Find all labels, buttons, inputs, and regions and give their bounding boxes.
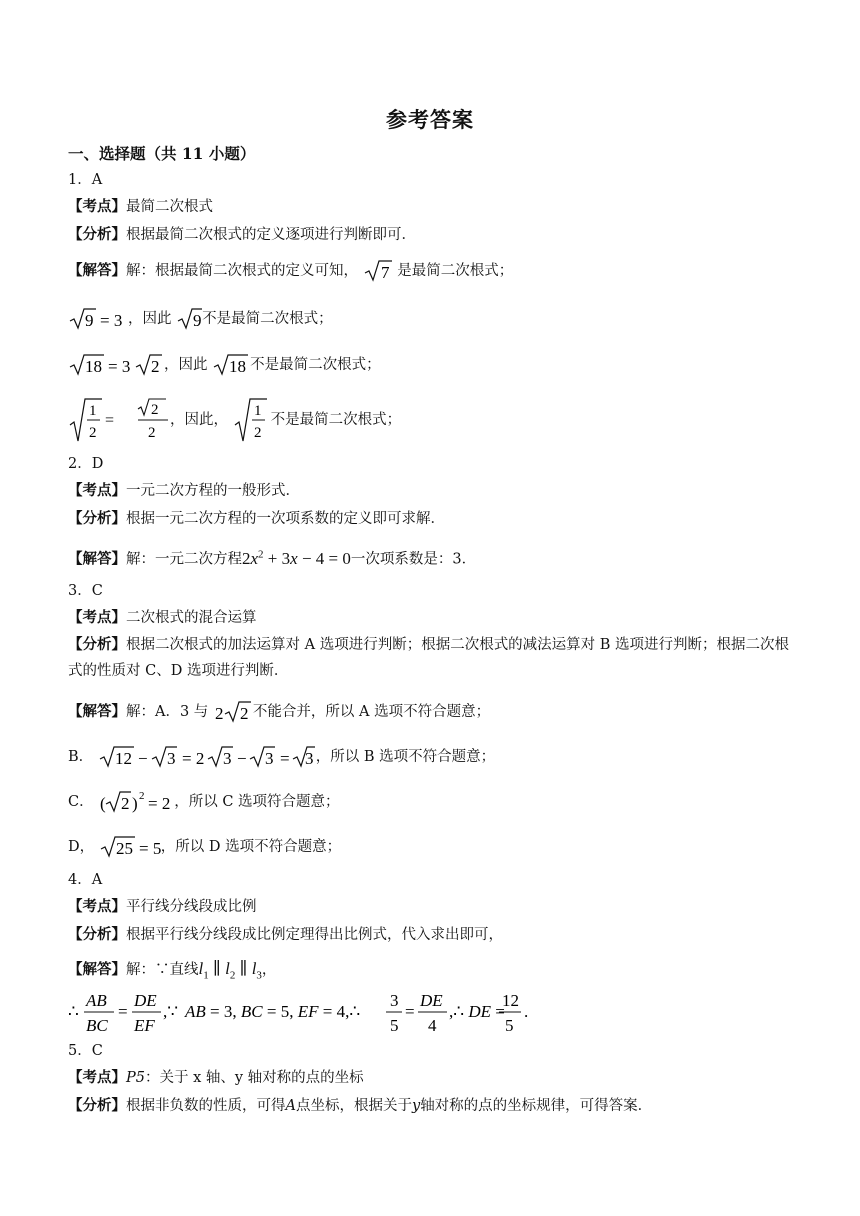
q1-line3-tail: 不是最简二次根式； xyxy=(250,357,381,373)
q3-jieda-pre: 解：A．3 与 xyxy=(126,704,209,720)
kaodian-tag: 【考点】 xyxy=(68,609,126,626)
q4-ratio-line xyxy=(68,988,528,1036)
q5-kaodian xyxy=(68,1068,364,1088)
q5-kaodian-text: ：关于 x 轴、y 轴对称的点的坐标 xyxy=(144,1070,364,1086)
q3-jieda-post: 不能合并，所以 A 选项不符合题意； xyxy=(252,704,491,720)
q1-line2-mid: ，因此 xyxy=(128,311,172,327)
q3-jieda xyxy=(68,699,490,725)
svg-text:∴: ∴ xyxy=(68,1002,79,1021)
svg-text:=: = xyxy=(405,1002,415,1021)
svg-text:3: 3 xyxy=(264,749,274,768)
fenxi-tag: 【分析】 xyxy=(68,226,126,243)
fenxi-tag: 【分析】 xyxy=(68,1097,126,1114)
q5-fenxi-c: 点坐标，根据关于 xyxy=(295,1098,412,1114)
q1-fenxi xyxy=(68,225,416,245)
svg-text:EF: EF xyxy=(134,1016,155,1035)
q3-kaodian-text: 二次根式的混合运算 xyxy=(126,610,257,626)
q2-jieda-pre: 解：一元二次方程 xyxy=(126,551,242,568)
svg-text:2: 2 xyxy=(239,704,249,723)
q5-fenxi xyxy=(68,1096,652,1116)
svg-text:2: 2 xyxy=(89,425,97,441)
sqrt-half-formula xyxy=(233,397,271,443)
svg-text:9: 9 xyxy=(193,311,202,330)
q4-kaodian xyxy=(68,897,257,917)
svg-text:= 5: = 5 xyxy=(138,839,161,858)
q2-jieda-post: 一次项系数是：3． xyxy=(350,551,477,568)
q5-fenxi-e: 轴对称的点的坐标规律，可得答案． xyxy=(420,1098,653,1114)
svg-text:,∵: ,∵ xyxy=(163,1002,179,1021)
svg-text:= 2: = 2 xyxy=(148,794,171,813)
svg-text:9: 9 xyxy=(85,311,94,330)
svg-text:3: 3 xyxy=(390,991,399,1010)
svg-text:25: 25 xyxy=(115,839,133,858)
q2-fenxi-text: 根据一元二次方程的一次项系数的定义即可求解． xyxy=(126,511,445,527)
option-b-tail: ，所以 B 选项不符合题意； xyxy=(315,749,496,765)
svg-text:3: 3 xyxy=(222,749,232,768)
q1-line2 xyxy=(68,306,333,332)
svg-text:18: 18 xyxy=(229,357,247,376)
option-d-label: D， xyxy=(68,839,95,855)
option-c-label: C． xyxy=(68,794,94,810)
svg-text:2: 2 xyxy=(151,357,160,376)
svg-text:): ) xyxy=(132,794,138,813)
svg-text:AB: AB xyxy=(86,991,107,1010)
fenxi-tag: 【分析】 xyxy=(68,926,126,943)
sqrt9-formula xyxy=(176,306,202,332)
q1-kaodian-text: 最简二次根式 xyxy=(126,199,213,215)
svg-text:2: 2 xyxy=(139,790,145,802)
jieda-tag: 【解答】 xyxy=(68,703,126,720)
svg-text:= 3: = 3 xyxy=(100,311,123,330)
svg-text:=: = xyxy=(105,412,115,429)
option-c-formula xyxy=(98,789,174,815)
svg-text:12: 12 xyxy=(114,749,132,768)
jieda-tag: 【解答】 xyxy=(68,550,126,568)
sqrt9-eq-3-formula xyxy=(68,306,128,332)
proportion-formula xyxy=(68,988,528,1036)
svg-text:1: 1 xyxy=(253,403,262,419)
svg-text:=: = xyxy=(118,1002,128,1021)
svg-text:12: 12 xyxy=(502,991,519,1010)
option-d-formula xyxy=(99,834,161,860)
q1-jieda xyxy=(68,258,513,284)
svg-text:= 3: = 3 xyxy=(108,357,131,376)
q2-jieda xyxy=(68,544,476,570)
q4-fenxi xyxy=(68,925,503,945)
kaodian-tag: 【考点】 xyxy=(68,1069,126,1086)
q3-fenxi xyxy=(68,632,790,684)
svg-text:= 2: = 2 xyxy=(181,749,205,768)
q2-answer: 2．D xyxy=(68,456,104,472)
svg-text:AB = 3, BC = 5, EF = 4,∴: AB = 3, BC = 5, EF = 4,∴ xyxy=(185,1002,361,1021)
sqrt2-over-2-formula xyxy=(136,397,170,443)
q4-jieda xyxy=(68,959,276,985)
svg-text:.: . xyxy=(524,1002,528,1021)
svg-text:DE: DE xyxy=(134,991,157,1010)
svg-text:5: 5 xyxy=(390,1016,399,1035)
two-sqrt2-formula xyxy=(213,699,253,725)
parallel-lines-formula: $l_1$ ∥ $l_2$ ∥ $l_3$ xyxy=(198,959,262,982)
q5-fenxi-axis: y xyxy=(411,1098,421,1114)
fenxi-tag: 【分析】 xyxy=(68,510,126,527)
option-c-tail: ，所以 C 选项符合题意； xyxy=(174,794,340,810)
option-b-label: B． xyxy=(68,749,94,765)
q1-line2-tail: 不是最简二次根式； xyxy=(202,311,333,327)
kaodian-tag: 【考点】 xyxy=(68,898,126,915)
kaodian-tag: 【考点】 xyxy=(68,482,126,499)
q3-answer: 3．C xyxy=(68,583,103,599)
q4-answer: 4．A xyxy=(68,872,103,888)
sqrt18-formula xyxy=(212,352,250,378)
sqrt7-formula xyxy=(363,258,393,284)
option-b-formula xyxy=(98,744,316,770)
svg-text:3: 3 xyxy=(304,749,314,768)
q5-kaodian-code: P5 xyxy=(126,1070,145,1086)
svg-text:=: = xyxy=(279,749,290,768)
q2-kaodian xyxy=(68,481,300,501)
svg-text:BC: BC xyxy=(86,1016,108,1035)
jieda-tag: 【解答】 xyxy=(68,961,126,978)
svg-text:2: 2 xyxy=(151,402,159,418)
q3-option-d xyxy=(68,834,341,860)
kaodian-tag: 【考点】 xyxy=(68,198,126,215)
q3-option-b xyxy=(68,744,495,770)
q1-jieda-post: 是最简二次根式； xyxy=(397,263,514,279)
svg-text:2: 2 xyxy=(253,425,262,441)
q5-fenxi-a: 根据非负数的性质，可得 xyxy=(126,1098,286,1114)
section-heading: 一、选择题（共 11 小题） xyxy=(68,144,256,163)
q4-kaodian-text: 平行线分线段成比例 xyxy=(126,899,257,915)
q1-line3-mid: ，因此 xyxy=(164,357,208,373)
q3-option-c xyxy=(68,789,340,815)
svg-text:3: 3 xyxy=(166,749,176,768)
svg-text:2: 2 xyxy=(121,794,130,813)
svg-text:2: 2 xyxy=(148,425,156,441)
q4-jieda-post: ， xyxy=(261,962,277,978)
q1-line4-mid: ，因此， xyxy=(170,412,228,428)
q5-answer: 5．C xyxy=(68,1043,103,1059)
q1-line4-tail: 不是最简二次根式； xyxy=(270,412,402,428)
jieda-tag: 【解答】 xyxy=(68,262,126,279)
q1-fenxi-text: 根据最简二次根式的定义逐项进行判断即可． xyxy=(126,227,416,243)
q1-line4 xyxy=(68,397,401,443)
svg-text:DE: DE xyxy=(420,991,443,1010)
page-title: 参考答案 xyxy=(386,107,474,132)
svg-text:−: − xyxy=(137,749,148,768)
q2-fenxi xyxy=(68,509,445,529)
q4-fenxi-text: 根据平行线分线段成比例定理得出比例式，代入求出即可， xyxy=(126,927,503,943)
q1-line3 xyxy=(68,352,381,378)
q1-kaodian xyxy=(68,197,213,217)
q1-answer: 1．A xyxy=(68,172,103,188)
quadratic-equation-formula: $2x^2 + 3x - 4 = 0$ xyxy=(242,548,351,568)
sqrt18-eq-formula xyxy=(68,352,164,378)
svg-text:(: ( xyxy=(100,794,106,813)
q5-fenxi-point: A xyxy=(285,1098,296,1114)
svg-text:18: 18 xyxy=(85,357,102,376)
svg-text:,∴ DE =: ,∴ DE = xyxy=(449,1002,505,1021)
sqrt-half-eq-formula xyxy=(68,397,136,443)
svg-text:5: 5 xyxy=(505,1016,514,1035)
svg-text:1: 1 xyxy=(89,403,97,419)
option-d-tail: ，所以 D 选项不符合题意； xyxy=(160,839,342,855)
q3-kaodian xyxy=(68,608,257,628)
q4-jieda-pre: 解：∵直线 xyxy=(126,962,199,978)
q2-kaodian-text: 一元二次方程的一般形式． xyxy=(126,483,300,499)
svg-text:7: 7 xyxy=(380,263,390,282)
q3-fenxi-text: 根据二次根式的加法运算对 A 选项进行判断；根据二次根式的减法运算对 B 选项进行判断；根据二次根式的性质对 C、D 选项进行判断． xyxy=(68,637,790,679)
q1-jieda-pre: 解：根据最简二次根式的定义可知， xyxy=(126,263,358,279)
svg-text:−: − xyxy=(236,749,247,768)
fenxi-tag: 【分析】 xyxy=(68,636,126,653)
svg-text:4: 4 xyxy=(428,1016,437,1035)
svg-text:2: 2 xyxy=(214,704,224,723)
